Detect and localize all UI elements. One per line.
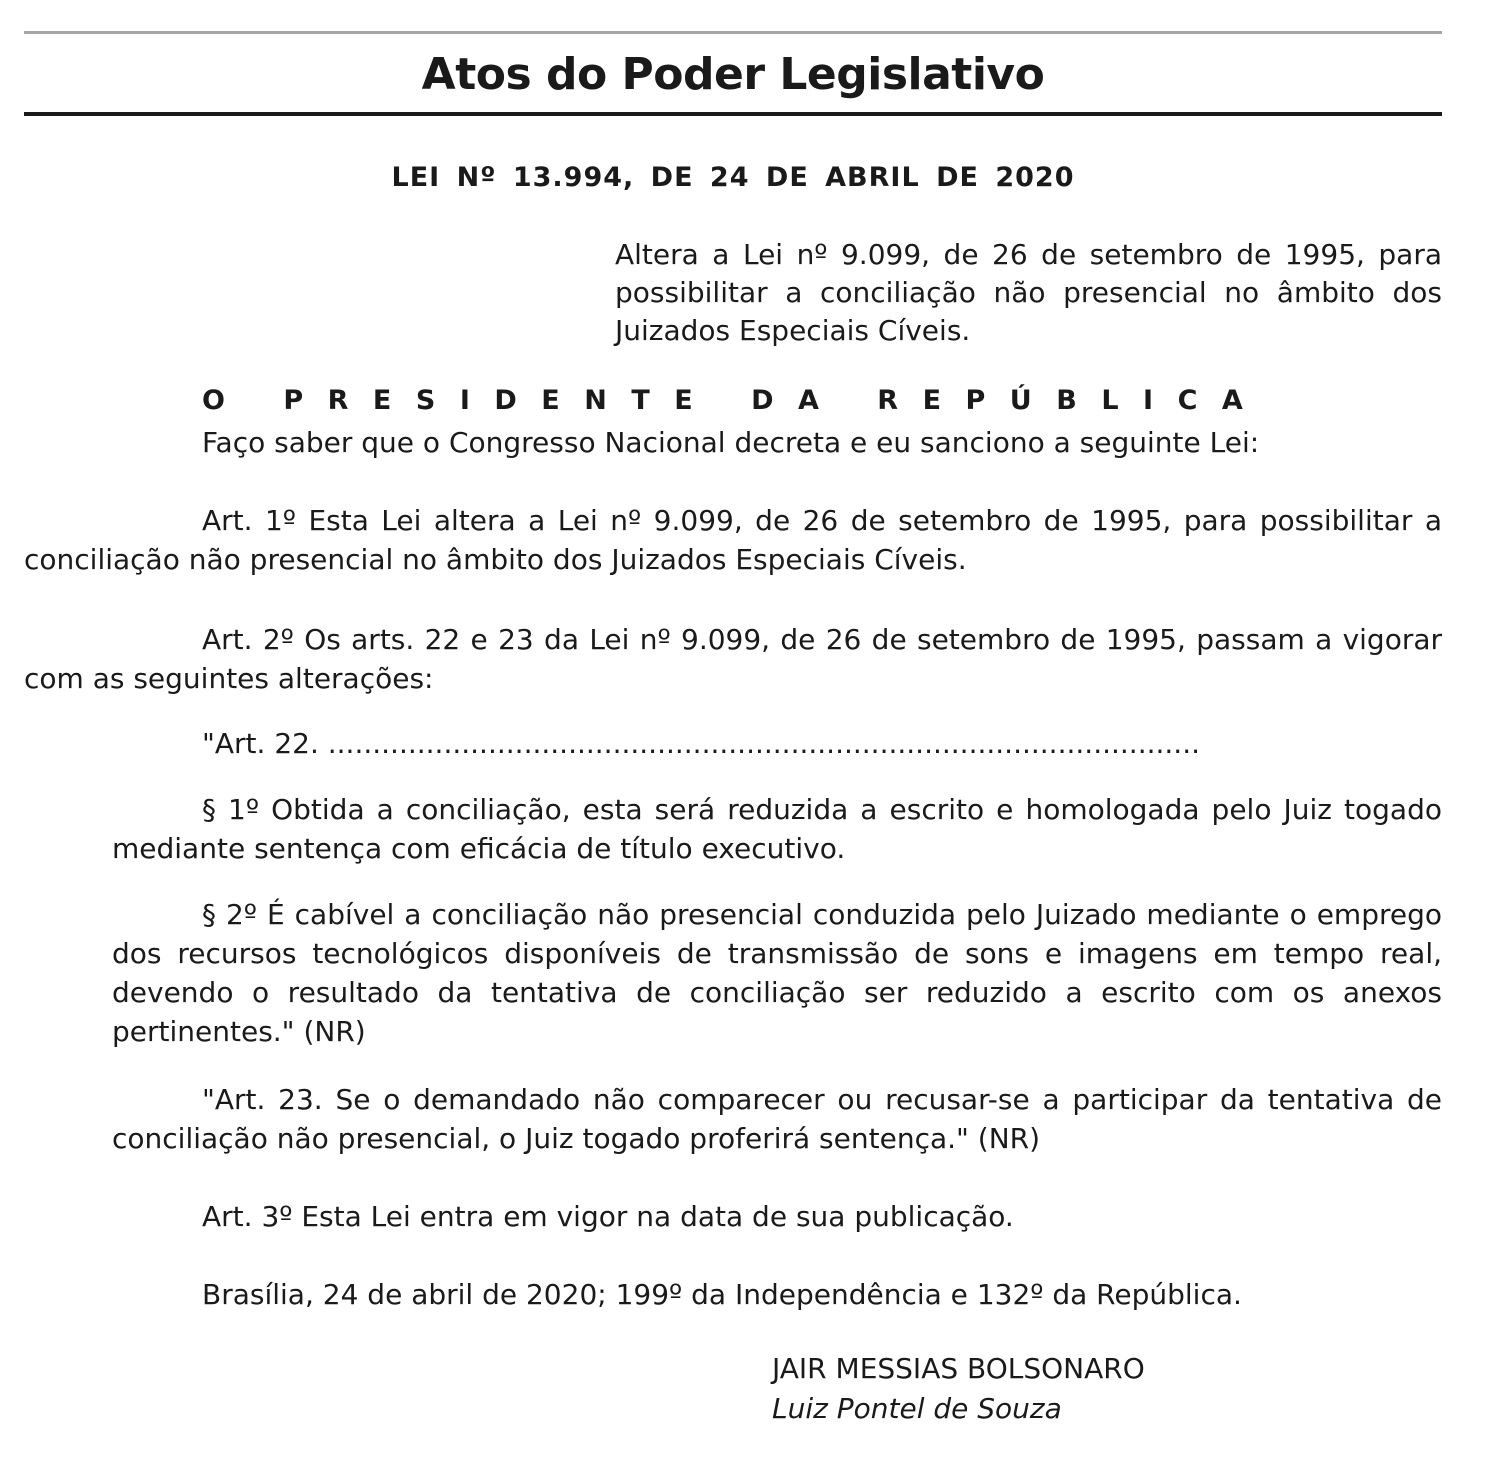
top-divider — [24, 31, 1442, 34]
place-and-date: Brasília, 24 de abril de 2020; 199º da Independência e 132º da República. — [202, 1278, 1242, 1311]
law-summary: Altera a Lei nº 9.099, de 26 de setembro de 1995, para possibilitar a conciliação não presencial no âmbito dos Juizados Especiais Cíveis. — [615, 238, 1442, 347]
authority-heading: O PRESIDENTE DA REPÚBLICA — [202, 385, 1268, 416]
section-title: Atos do Poder Legislativo — [421, 49, 1045, 100]
enactment-clause: Faço saber que o Congresso Nacional decreta e eu sanciono a seguinte Lei: — [202, 426, 1260, 459]
article-1: Art. 1º Esta Lei altera a Lei nº 9.099, de 26 de setembro de 1995, para possibilitar a conciliação não presencial no âmbito dos Juizados Especiais Cíveis. — [24, 504, 1442, 576]
signature-president: JAIR MESSIAS BOLSONARO — [772, 1352, 1145, 1385]
article-23: "Art. 23. Se o demandado não comparecer ou recusar-se a participar da tentativa de conciliação não presencial, o Juiz togado proferirá sentença." (NR) — [112, 1083, 1442, 1155]
article-22-paragraph-1: § 1º Obtida a conciliação, esta será reduzida a escrito e homologada pelo Juiz togado mediante sentença com eficácia de título executivo. — [112, 793, 1442, 865]
article-22-paragraph-2: § 2º É cabível a conciliação não presencial conduzida pelo Juizado mediante o emprego dos recursos tecnológicos disponíveis de transmissão de sons e imagens em tempo real, devendo o resultado da tentativa de conciliação ser reduzido a escrito com os anexos pertinentes." (NR) — [112, 898, 1442, 1048]
article-3: Art. 3º Esta Lei entra em vigor na data de sua publicação. — [202, 1200, 1014, 1233]
article-22-heading: "Art. 22. .................................................................................................. — [202, 727, 1200, 760]
title-underline-divider — [24, 112, 1442, 116]
article-2: Art. 2º Os arts. 22 e 23 da Lei nº 9.099, de 26 de setembro de 1995, passam a vigorar com as seguintes alterações: — [24, 623, 1442, 695]
signature-minister: Luiz Pontel de Souza — [772, 1392, 1062, 1425]
law-title: LEI Nº 13.994, DE 24 DE ABRIL DE 2020 — [391, 162, 1075, 193]
